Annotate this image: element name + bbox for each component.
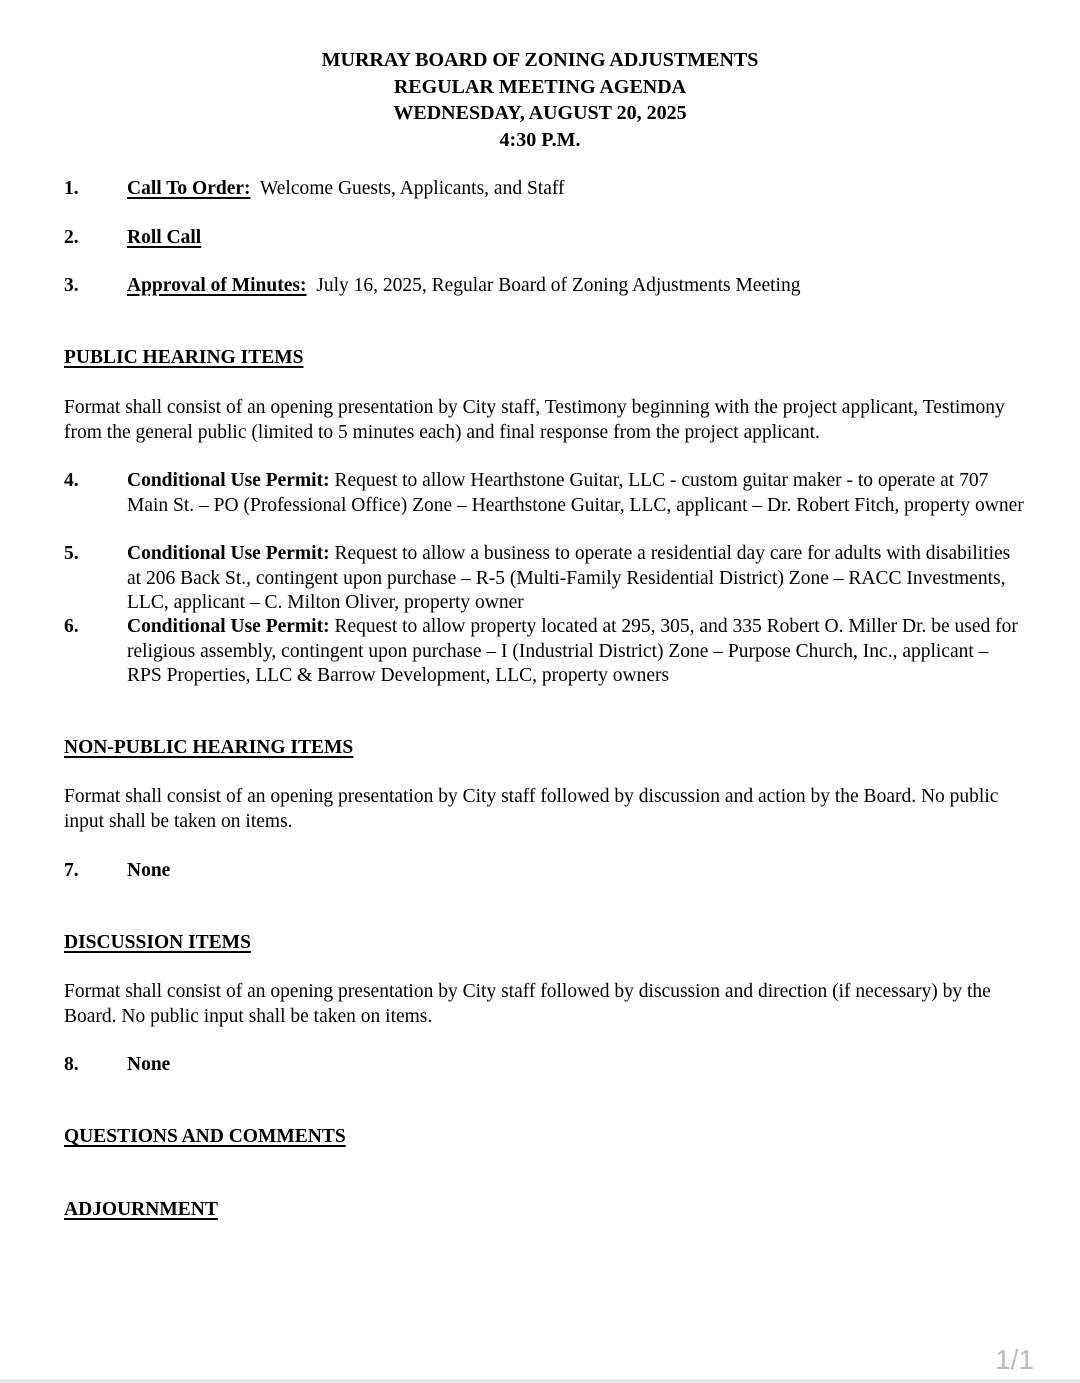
agenda-item-approval-of-minutes bbox=[64, 274, 1024, 299]
item-number: 7. bbox=[64, 860, 79, 881]
header-board-name: MURRAY BOARD OF ZONING ADJUSTMENTS bbox=[321, 49, 759, 71]
item-label: Approval of Minutes: bbox=[127, 275, 307, 296]
public-hearing-format: Format shall consist of an opening presentation by City staff, Testimony beginning with the project applicant, Testimony from the general public (limited to 5 minutes each) and final response from the project applicant. bbox=[64, 397, 1005, 443]
item-number: 8. bbox=[64, 1054, 79, 1075]
viewer-bottom-divider bbox=[0, 1379, 1080, 1383]
item-label: Call To Order: bbox=[127, 178, 251, 199]
agenda-header bbox=[0, 47, 1080, 153]
item-label: None bbox=[127, 1054, 171, 1075]
agenda-item-4 bbox=[64, 469, 1024, 518]
questions-comments-heading: QUESTIONS AND COMMENTS bbox=[64, 1126, 346, 1147]
item-number: 5. bbox=[64, 543, 79, 564]
item-number: 2. bbox=[64, 227, 79, 248]
item-number: 4. bbox=[64, 470, 79, 491]
header-date: WEDNESDAY, AUGUST 20, 2025 bbox=[393, 102, 687, 124]
header-meeting-type: REGULAR MEETING AGENDA bbox=[393, 75, 687, 98]
item-text: July 16, 2025, Regular Board of Zoning Adjustments Meeting bbox=[316, 275, 801, 296]
item-text: Welcome Guests, Applicants, and Staff bbox=[259, 178, 565, 199]
item-number: 3. bbox=[64, 275, 79, 296]
agenda-item-8 bbox=[64, 1053, 1024, 1078]
non-public-hearing-heading: NON-PUBLIC HEARING ITEMS bbox=[64, 737, 354, 758]
agenda-item-7 bbox=[64, 859, 1024, 884]
header-time: 4:30 P.M. bbox=[499, 128, 581, 151]
agenda-item-call-to-order bbox=[64, 177, 1024, 202]
item-label: Roll Call bbox=[127, 227, 202, 248]
agenda-item-6 bbox=[64, 615, 1024, 689]
item-label: Conditional Use Permit: bbox=[127, 543, 330, 564]
item-label: Conditional Use Permit: bbox=[127, 616, 330, 637]
item-label: None bbox=[127, 860, 171, 881]
item-text: Request to allow a business to operate a residential day care for adults with disabilities at 206 Back St., contingent upon purchase – R-5 (Multi-Family Residential District) Zone – RACC Investments, LLC, applicant – C. Milton Oliver, property owner bbox=[127, 543, 1011, 613]
page-indicator: 1/1 bbox=[995, 1344, 1034, 1375]
item-number: 1. bbox=[64, 178, 79, 199]
item-number: 6. bbox=[64, 616, 79, 637]
discussion-heading: DISCUSSION ITEMS bbox=[64, 932, 251, 953]
non-public-hearing-format: Format shall consist of an opening presentation by City staff followed by discussion and action by the Board. No public input shall be taken on items. bbox=[64, 786, 999, 832]
agenda-item-5 bbox=[64, 542, 1024, 616]
item-label: Conditional Use Permit: bbox=[127, 470, 330, 491]
public-hearing-heading: PUBLIC HEARING ITEMS bbox=[64, 347, 304, 368]
item-text: Request to allow property located at 295, 305, and 335 Robert O. Miller Dr. be used for religious assembly, contingent upon purchase – I (Industrial District) Zone – Purpose Church, Inc., applicant – RPS Properties, LLC & Barrow Development, LLC, property owners bbox=[127, 616, 1018, 686]
adjournment-heading: ADJOURNMENT bbox=[64, 1199, 218, 1220]
agenda-item-roll-call bbox=[64, 226, 1024, 251]
discussion-format: Format shall consist of an opening presentation by City staff followed by discussion and direction (if necessary) by the Board. No public input shall be taken on items. bbox=[64, 981, 991, 1027]
item-text: Request to allow Hearthstone Guitar, LLC - custom guitar maker - to operate at 707 Main St. – PO (Professional Office) Zone – Hearthstone Guitar, LLC, applicant – Dr. Robert Fitch, property owner bbox=[127, 470, 1024, 516]
